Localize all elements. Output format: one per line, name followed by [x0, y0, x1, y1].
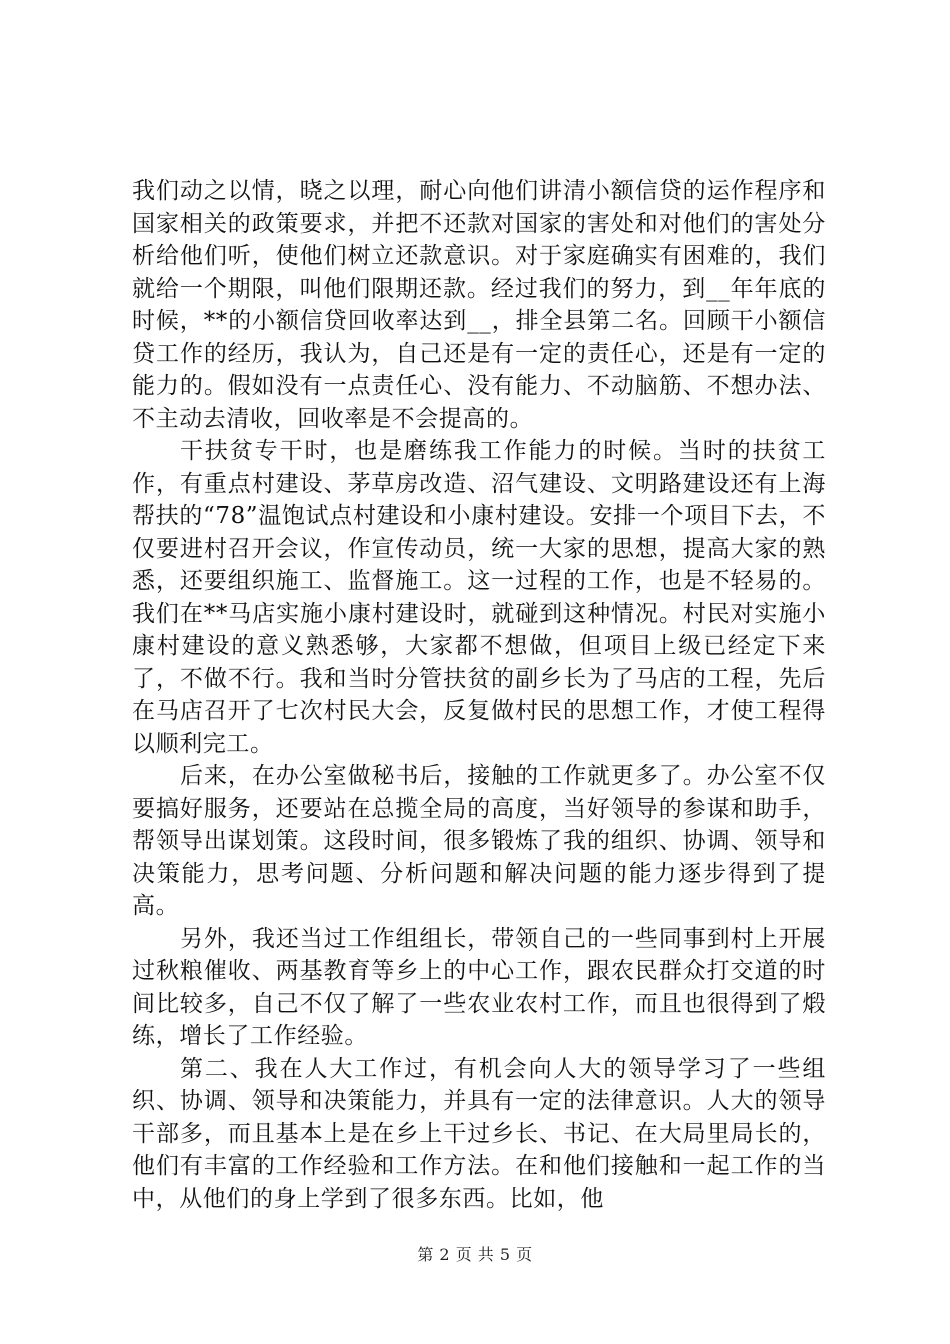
paragraph-4: 另外，我还当过工作组组长，带领自己的一些同事到村上开展过秋粮催收、两基教育等乡上的中心工作，跟农民群众打交道的时间比较多，自己不仅了解了一些农业农村工作，而且也很得到了煅练，增长了工作经验。 — [132, 925, 826, 1049]
paragraph-3: 后来，在办公室做秘书后，接触的工作就更多了。办公室不仅要搞好服务，还要站在总揽全局的高度，当好领导的参谋和助手，帮领导出谋划策。这段时间，很多锻炼了我的组织、协调、领导和决策能力，思考问题、分析问题和解决问题的能力逐步得到了提高。 — [132, 763, 826, 919]
paragraph-1: 我们动之以情，晓之以理，耐心向他们讲清小额信贷的运作程序和国家相关的政策要求，并把不还款对国家的害处和对他们的害处分析给他们听，使他们树立还款意识。对于家庭确实有困难的，我们就给一个期限，叫他们限期还款。经过我们的努力，到__年年底的时候，**的小额信贷回收率达到__，排全县第二名。回顾干小额信贷工作的经历，我认为，自己还是有一定的责任心，还是有一定的能力的。假如没有一点责任心、没有能力、不动脑筋、不想办法、不主动去清收，回收率是不会提高的。 — [132, 178, 826, 432]
paragraph-5: 第二、我在人大工作过，有机会向人大的领导学习了一些组织、协调、领导和决策能力，并具有一定的法律意识。人大的领导干部多，而且基本上是在乡上干过乡长、书记、在大局里局长的，他们有丰富的工作经验和工作方法。在和他们接触和一起工作的当中，从他们的身上学到了很多东西。比如，他 — [132, 1055, 826, 1212]
paragraph-2: 干扶贫专干时，也是磨练我工作能力的时候。当时的扶贫工作，有重点村建设、茅草房改造、沼气建设、文明路建设还有上海帮扶的“78”温饱试点村建设和小康村建设。安排一个项目下去，不仅要进村召开会议，作宣传动员，统一大家的思想，提高大家的熟悉，还要组织施工、监督施工。这一过程的工作，也是不轻易的。我们在**马店实施小康村建设时，就碰到这种情况。村民对实施小康村建设的意义熟悉够，大家都不想做，但项目上级已经定下来了，不做不行。我和当时分管扶贫的副乡长为了马店的工程，先后在马店召开了七次村民大会，反复做村民的思想工作，才使工程得以顺利完工。 — [132, 438, 826, 757]
document-body — [132, 175, 826, 1215]
page-number-footer: 第 2 页 共 5 页 — [417, 1245, 533, 1264]
